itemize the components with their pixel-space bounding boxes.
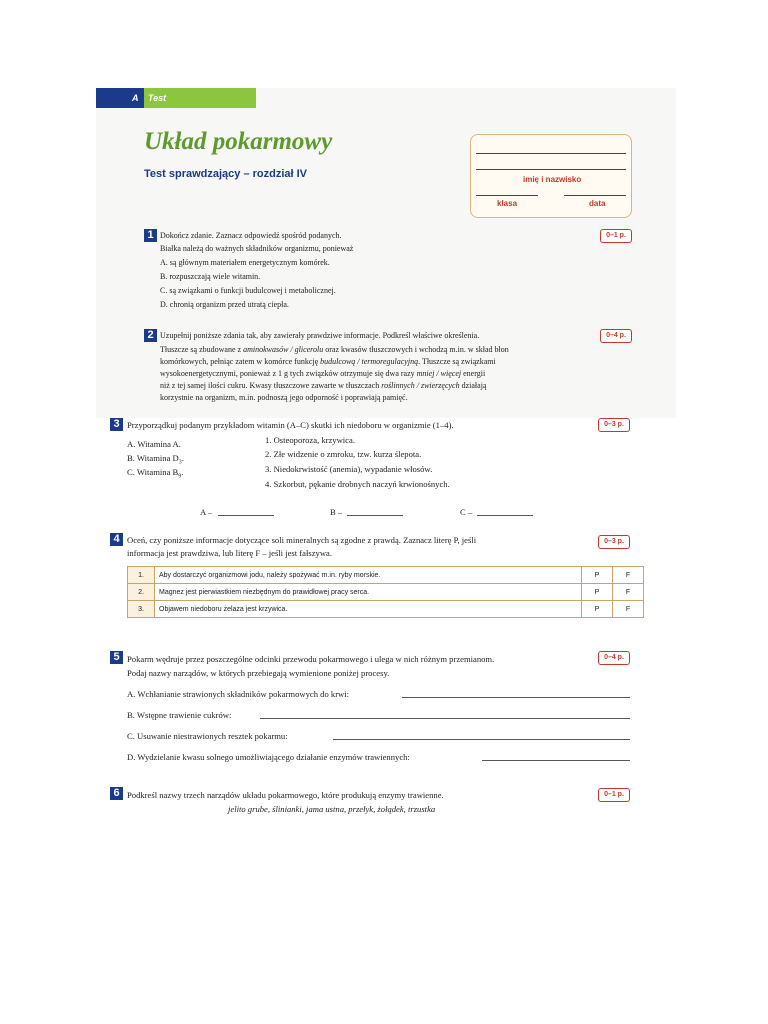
question-1-option-a[interactable]: A. są głównym materiałem energetycznym komórek. — [160, 258, 330, 267]
question-5-instruction-1: Pokarm wędruje przez poszczególne odcinki przewodu pokarmowego i ulega w nich różnym przemianom. — [127, 654, 495, 664]
question-4-points: 0–3 p. — [598, 535, 630, 549]
class-label: klasa — [497, 199, 518, 208]
choice-mniej-wiecej[interactable]: mniej / więcej — [416, 369, 462, 378]
question-2-line-5: korzystnie na organizm, m.in. podnoszą jego odporność i poprawiają pamięć. — [160, 393, 408, 402]
question-6-points: 0–1 p. — [598, 788, 630, 802]
question-5-points: 0–4 p. — [598, 651, 630, 665]
true-option-3[interactable]: P — [582, 601, 613, 618]
choice-aminokwasow-glicerolu[interactable]: aminokwasów / glicerolu — [243, 345, 324, 354]
name-line-2[interactable] — [476, 169, 626, 170]
answer-c-label: C – — [460, 507, 473, 517]
question-5-number: 5 — [110, 651, 123, 664]
vitamin-d3: B. Witamina $D_3$. — [127, 453, 184, 466]
question-1-number: 1 — [144, 229, 157, 242]
question-1-option-b[interactable]: B. rozpuszczają wiele witamin. — [160, 272, 261, 281]
question-1-points: 0–1 p. — [600, 229, 632, 243]
header-tag: Test — [144, 88, 256, 108]
false-option-2[interactable]: F — [613, 584, 644, 601]
question-2-line-1: Tłuszcze są zbudowane z aminokwasów / glicerolu oraz kwasów tłuszczowych i wchodzą m.in. w skład błon — [160, 345, 509, 354]
answer-5b-field[interactable] — [260, 718, 630, 719]
question-3-instruction: Przyporządkuj podanym przykładom witamin (A–C) skutki ich niedoboru w organizmie (1–4). — [127, 420, 454, 430]
question-1-stem: Białka należą do ważnych składników organizmu, ponieważ — [160, 244, 354, 253]
answer-a-label: A – — [200, 507, 213, 517]
effect-1: 1. Osteoporoza, krzywica. — [265, 435, 355, 445]
answer-5c-field[interactable] — [333, 739, 630, 740]
question-3-points: 0–3 p. — [598, 418, 630, 432]
effect-3: 3. Niedokrwistość (anemia), wypadanie włosów. — [265, 464, 433, 474]
question-5-item-d: D. Wydzielanie kwasu solnego umożliwiającego działanie enzymów trawiennych: — [127, 752, 410, 762]
false-option-1[interactable]: F — [613, 567, 644, 584]
true-false-table — [127, 566, 644, 618]
question-1-option-c[interactable]: C. są związkami o funkcji budulcowej i metabolicznej. — [160, 286, 336, 295]
question-2-number: 2 — [144, 329, 157, 342]
question-5-instruction-2: Podaj nazwy narządów, w których przebiegają wymienione poniżej procesy. — [127, 668, 390, 678]
question-4-instruction-1: Oceń, czy poniższe informacje dotyczące soli mineralnych są zgodne z prawdą. Zaznacz literę P, jeśli — [127, 535, 477, 545]
question-5-item-b: B. Wstępne trawienie cukrów: — [127, 710, 232, 720]
question-5-item-a: A. Wchłanianie strawionych składników pokarmowych do krwi: — [127, 689, 350, 699]
table-row: 2. Magnez jest pierwiastkiem niezbędnym do prawidłowej pracy serca. P F — [128, 584, 644, 601]
table-row: 3. Objawem niedoboru żelaza jest krzywica. P F — [128, 601, 644, 618]
name-label: imię i nazwisko — [523, 175, 582, 184]
question-6-number: 6 — [110, 787, 123, 800]
date-line[interactable] — [564, 195, 626, 196]
question-4-instruction-2: informacja jest prawdziwa, lub literę F – jeśli jest fałszywa. — [127, 548, 332, 558]
page-title: Układ pokarmowy — [144, 128, 333, 155]
question-2-line-2: komórkowych, pełniąc zatem w komórce funkcję budulcową / termoregulacyjną. Tłuszcze są związkami — [160, 357, 496, 366]
page-subtitle: Test sprawdzający – rozdział IV — [144, 168, 308, 180]
question-2-instruction: Uzupełnij poniższe zdania tak, aby zawierały prawdziwe informacje. Podkreśl właściwe określenia. — [160, 331, 480, 340]
question-1-option-d[interactable]: D. chronią organizm przed utratą ciepła. — [160, 300, 289, 309]
question-3-number: 3 — [110, 418, 123, 431]
table-row: 1. Aby dostarczyć organizmowi jodu, należy spożywać m.in. ryby morskie. P F — [128, 567, 644, 584]
name-line-1[interactable] — [476, 153, 626, 154]
question-2-line-3: wysokoenergetycznymi, ponieważ z 1 g tych związków otrzymuje się dwa razy mniej / więcej energii — [160, 369, 486, 378]
question-6-organs[interactable]: jelito grube, ślinianki, jama ustna, przełyk, żołądek, trzustka — [228, 804, 436, 814]
answer-b-field[interactable] — [347, 515, 403, 516]
student-info-box — [470, 134, 632, 218]
answer-5d-field[interactable] — [482, 760, 630, 761]
true-option-2[interactable]: P — [582, 584, 613, 601]
class-line[interactable] — [476, 195, 538, 196]
answer-5a-field[interactable] — [402, 697, 630, 698]
vitamin-b9: C. Witamina $B_9$. — [127, 467, 184, 480]
vitamin-a: A. Witamina A. — [127, 439, 181, 449]
question-2-line-4: niż z tej samej ilości cukru. Kwasy tłuszczowe zawarte w tłuszczach roślinnych / zwierzęcych działają — [160, 381, 487, 390]
question-6-instruction: Podkreśl nazwy trzech narządów układu pokarmowego, które produkują enzymy trawienne. — [127, 790, 444, 800]
answer-b-label: B – — [330, 507, 343, 517]
section-badge: A — [96, 88, 144, 108]
date-label: data — [589, 199, 606, 208]
true-option-1[interactable]: P — [582, 567, 613, 584]
choice-roslinnych-zwierzecych[interactable]: roślinnych / zwierzęcych — [381, 381, 460, 390]
false-option-3[interactable]: F — [613, 601, 644, 618]
question-5-item-c: C. Usuwanie niestrawionych resztek pokarmu: — [127, 731, 288, 741]
answer-a-field[interactable] — [218, 515, 274, 516]
choice-budulcowa-termoregulacyjna[interactable]: budulcową / termoregulacyjną — [320, 357, 419, 366]
question-4-number: 4 — [110, 533, 123, 546]
answer-c-field[interactable] — [477, 515, 533, 516]
effect-4: 4. Szkorbut, pękanie drobnych naczyń krwionośnych. — [265, 479, 450, 489]
effect-2: 2. Złe widzenie o zmroku, tzw. kurza ślepota. — [265, 449, 422, 459]
question-2-points: 0–4 p. — [600, 329, 632, 343]
question-1-instruction: Dokończ zdanie. Zaznacz odpowiedź spośród podanych. — [160, 231, 342, 240]
